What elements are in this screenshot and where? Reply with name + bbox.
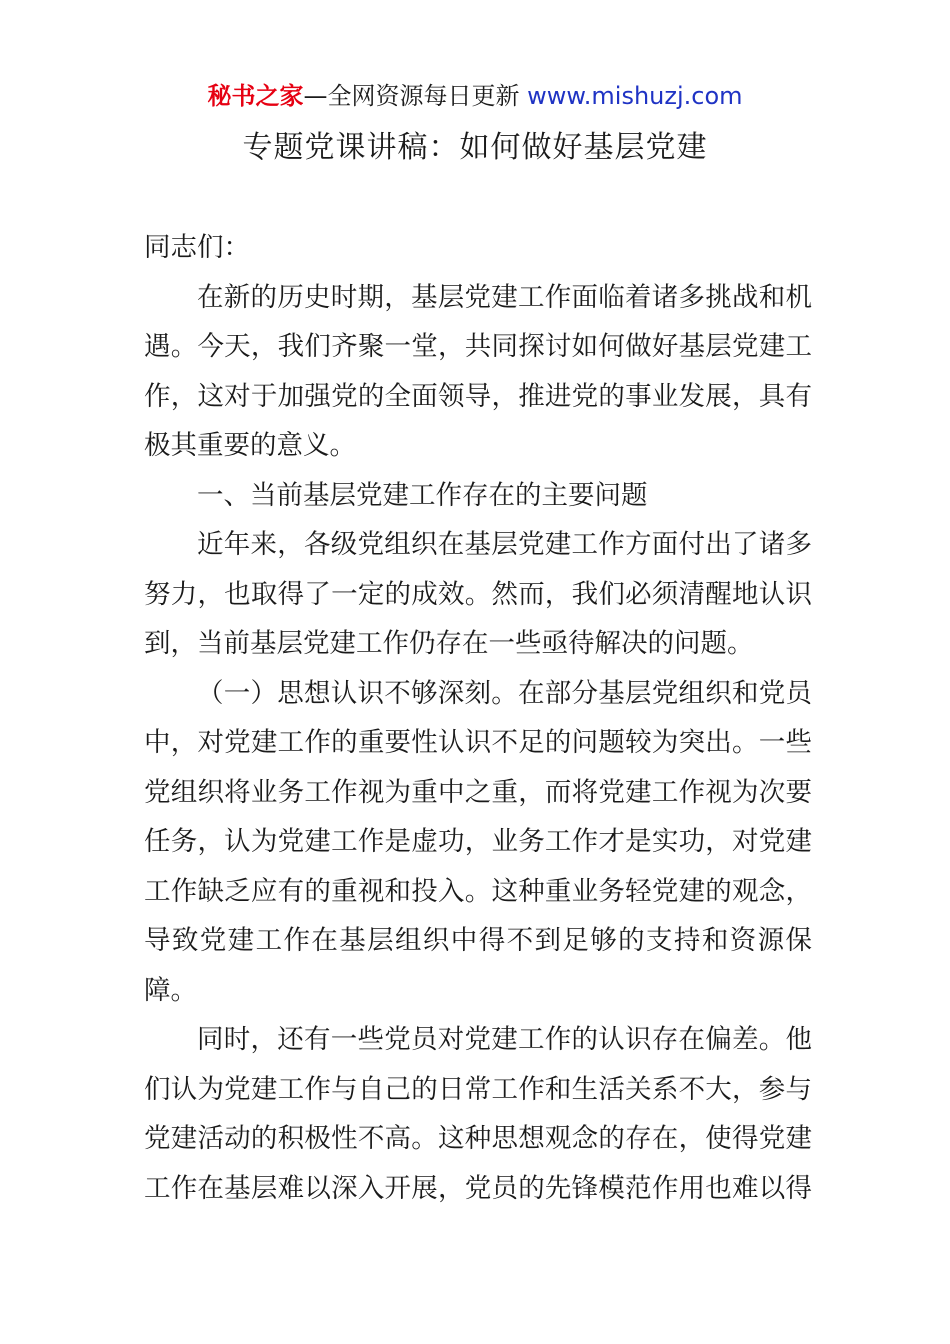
text-line: 到，当前基层党建工作仍存在一些亟待解决的问题。 bbox=[144, 628, 754, 659]
paragraph bbox=[144, 520, 812, 669]
site-header bbox=[0, 80, 950, 112]
text-line: 任务，认为党建工作是虚功，业务工作才是实功，对党建 bbox=[144, 826, 812, 857]
text-line: 在新的历史时期，基层党建工作面临着诸多挑战和机 bbox=[197, 281, 812, 313]
document-body bbox=[144, 223, 812, 1213]
salutation: 同志们： bbox=[144, 232, 250, 263]
text-line: 努力，也取得了一定的成效。然而，我们必须清醒地认识 bbox=[144, 578, 812, 610]
text-line: 工作在基层难以深入开展，党员的先锋模范作用也难以得 bbox=[144, 1172, 812, 1204]
text-line: 遇。今天，我们齐聚一堂，共同探讨如何做好基层党建工 bbox=[144, 331, 812, 362]
text-line: （一）思想认识不够深刻。在部分基层党组织和党员 bbox=[197, 677, 812, 709]
site-url[interactable]: www.mishuzj.com bbox=[519, 82, 743, 110]
text-line: 作，这对于加强党的全面领导，推进党的事业发展，具有 bbox=[144, 380, 812, 412]
text-line: 党建活动的积极性不高。这种思想观念的存在，使得党建 bbox=[144, 1123, 812, 1154]
header-tagline: —全网资源每日更新 bbox=[303, 82, 520, 110]
text-line: 中，对党建工作的重要性认识不足的问题较为突出。一些 bbox=[144, 727, 812, 758]
text-line: 近年来，各级党组织在基层党建工作方面付出了诸多 bbox=[197, 529, 812, 560]
text-line: 障。 bbox=[144, 974, 197, 1006]
text-line: 同时，还有一些党员对党建工作的认识存在偏差。他 bbox=[197, 1024, 812, 1055]
text-line: 党组织将业务工作视为重中之重，而将党建工作视为次要 bbox=[144, 776, 812, 808]
section-heading bbox=[144, 471, 812, 521]
text-line: 工作缺乏应有的重视和投入。这种重业务轻党建的观念， bbox=[144, 875, 812, 907]
text-line: 导致党建工作在基层组织中得不到足够的支持和资源保 bbox=[144, 925, 812, 956]
paragraph bbox=[144, 669, 812, 1016]
paragraph-intro bbox=[144, 273, 812, 471]
brand-name: 秘书之家 bbox=[207, 82, 304, 110]
text-line: 极其重要的意义。 bbox=[144, 430, 356, 461]
text-line: 一、当前基层党建工作存在的主要问题 bbox=[197, 479, 648, 511]
text-line: 们认为党建工作与自己的日常工作和生活关系不大，参与 bbox=[144, 1073, 812, 1105]
document-title: 专题党课讲稿：如何做好基层党建 bbox=[242, 130, 708, 165]
paragraph bbox=[144, 1015, 812, 1213]
